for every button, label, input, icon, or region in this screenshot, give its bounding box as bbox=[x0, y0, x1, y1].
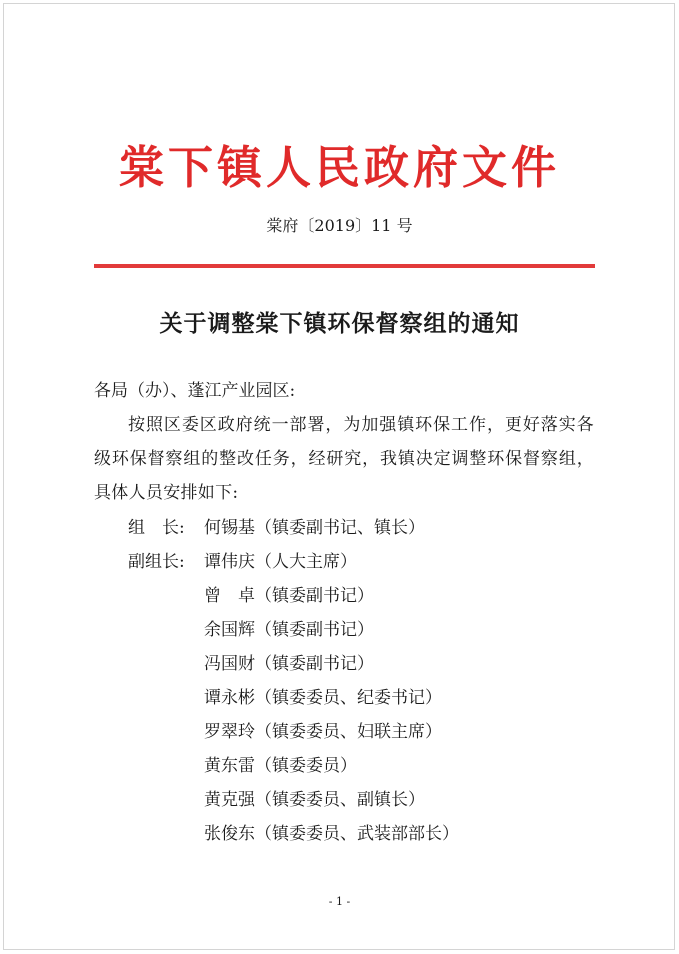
member-entry: 曾 卓（镇委副书记） bbox=[204, 586, 374, 606]
salutation: 各局（办）、蓬江产业园区: bbox=[94, 381, 296, 401]
member-row-leader bbox=[128, 511, 598, 545]
role-label bbox=[128, 647, 204, 681]
member-entry: 何锡基（镇委副书记、镇长） bbox=[204, 518, 425, 538]
member-row bbox=[128, 579, 598, 613]
member-row bbox=[128, 749, 598, 783]
role-label bbox=[128, 579, 204, 613]
member-row-deputy bbox=[128, 545, 598, 579]
member-entry: 黄东雷（镇委委员） bbox=[204, 756, 357, 776]
role-label bbox=[128, 749, 204, 783]
page-number: - 1 - bbox=[328, 895, 351, 908]
member-entry: 谭伟庆（人大主席） bbox=[204, 552, 357, 572]
member-list bbox=[128, 511, 598, 851]
role-label bbox=[128, 817, 204, 851]
body-paragraph: 按照区委区政府统一部署，为加强镇环保工作，更好落实各级环保督察组的整改任务，经研究，我镇决定调整环保督察组，具体人员安排如下: bbox=[94, 415, 594, 503]
role-label bbox=[128, 613, 204, 647]
member-row bbox=[128, 783, 598, 817]
issuer-title: 棠下镇人民政府文件 bbox=[118, 141, 560, 194]
member-entry: 谭永彬（镇委委员、纪委书记） bbox=[204, 688, 442, 708]
member-entry: 罗翠玲（镇委委员、妇联主席） bbox=[204, 722, 442, 742]
member-row bbox=[128, 681, 598, 715]
member-row bbox=[128, 613, 598, 647]
member-entry: 冯国财（镇委副书记） bbox=[204, 654, 374, 674]
member-row bbox=[128, 817, 598, 851]
role-label bbox=[128, 715, 204, 749]
document-number: 棠府〔2019〕11 号 bbox=[266, 216, 413, 235]
role-label: 组 长: bbox=[128, 518, 185, 538]
member-entry: 黄克强（镇委委员、副镇长） bbox=[204, 790, 425, 810]
red-divider-line bbox=[94, 264, 595, 268]
role-label: 副组长: bbox=[128, 552, 185, 572]
member-row bbox=[128, 647, 598, 681]
member-entry: 张俊东（镇委委员、武装部部长） bbox=[204, 824, 459, 844]
notice-title: 关于调整棠下镇环保督察组的通知 bbox=[159, 310, 520, 337]
role-label bbox=[128, 783, 204, 817]
member-entry: 余国辉（镇委副书记） bbox=[204, 620, 374, 640]
member-row bbox=[128, 715, 598, 749]
role-label bbox=[128, 681, 204, 715]
